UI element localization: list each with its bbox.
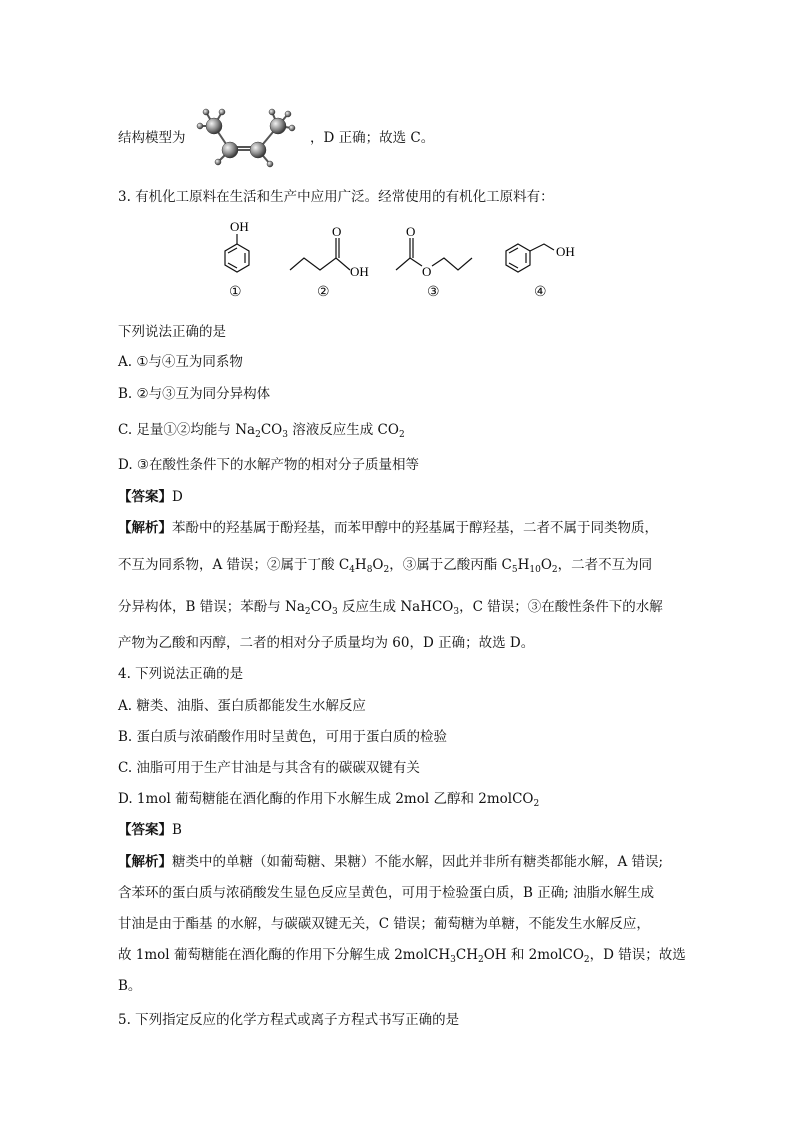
q4-answer-value: B (172, 822, 182, 838)
q4-analysis-line-2: 含苯环的蛋白质与浓硝酸发生显色反应呈黄色，可用于检验蛋白质，B 正确; 油脂水解生成 (118, 885, 655, 901)
structure-1-oh-label: OH (230, 219, 249, 234)
structure-2-number: ② (317, 284, 330, 300)
q3-stem: 3. 有机化工原料在生活和生产中应用广泛。经常使用的有机化工原料有： (118, 189, 554, 205)
q3-answer (118, 487, 183, 507)
q3-option-a: A. ①与④互为同系物 (118, 354, 243, 370)
top-line (118, 128, 186, 148)
q3-answer-value: D (172, 489, 183, 505)
q4-answer-tag: 【答案】 (118, 822, 172, 838)
q3-prompt: 下列说法正确的是 (118, 324, 226, 340)
structure-4-number: ④ (534, 284, 547, 300)
structure-2-oh-label: OH (350, 264, 369, 279)
q3-analysis-line-3: 分异构体，B 错误；苯酚与 $Na_2CO_3$ 反应生成 NaHCO$_3$，C 错误；③在酸性条件下的水解 (118, 599, 663, 617)
structure-3-ester-o-label: O (422, 264, 432, 279)
q3-analysis-line-2: 不互为同系物，A 错误；②属于丁酸 $C_4H_8O_2$，③属于乙酸丙酯 $C_5H_{10}O_2$，二者不互为同 (118, 557, 653, 575)
structure-2-o-label: O (332, 224, 342, 239)
q4-stem: 4. 下列说法正确的是 (118, 666, 244, 682)
structure-4-oh-label: OH (556, 244, 575, 259)
top-prefix: 结构模型为 (118, 130, 186, 146)
structure-1-phenol (216, 218, 260, 280)
q4-option-c: C. 油脂可用于生产甘油是与其含有的碳碳双键有关 (118, 760, 420, 776)
structure-1-number: ① (229, 284, 242, 300)
q4-option-b: B. 蛋白质与浓硝酸作用时呈黄色，可用于蛋白质的检验 (118, 729, 448, 745)
structure-3-carbonyl-o-label: O (406, 224, 416, 239)
q4-analysis-line-4: 故 1mol 葡萄糖能在酒化酶的作用下分解生成 $2molCH_3CH_2OH$ 和 2molCO$_2$，D 错误；故选 (118, 947, 686, 965)
q5-stem: 5. 下列指定反应的化学方程式或离子方程式书写正确的是 (118, 1012, 460, 1028)
structure-2-butanoic-acid (286, 224, 382, 280)
q3-option-b: B. ②与③互为同分异构体 (118, 386, 271, 402)
top-suffix: ，D 正确；故选 C。 (310, 130, 435, 146)
q4-option-a: A. 糖类、油脂、蛋白质都能发生水解反应 (118, 698, 366, 714)
structure-3-propyl-acetate (392, 224, 488, 280)
q4-option-d: D. 1mol 葡萄糖能在酒化酶的作用下水解生成 2mol 乙醇和 2molCO$_2$ (118, 791, 540, 809)
structure-3-number: ③ (427, 284, 440, 300)
q4-analysis-line-5: B。 (118, 978, 142, 994)
q3-answer-tag: 【答案】 (118, 489, 172, 505)
ball-stick-model-image (186, 104, 306, 170)
q3-analysis-line-1: 【解析】苯酚中的羟基属于酚羟基，而苯甲醇中的羟基属于醇羟基，二者不属于同类物质， (118, 520, 658, 536)
top-suffix-line (310, 128, 434, 148)
q3-option-c: C. 足量①②均能与 $Na_2CO_3$ 溶液反应生成 $CO_2$ (118, 422, 405, 440)
q3-option-d: D. ③在酸性条件下的水解产物的相对分子质量相等 (118, 457, 420, 473)
q4-analysis-tag: 【解析】 (118, 854, 172, 870)
structure-4-benzyl-alcohol (500, 240, 584, 282)
q4-answer (118, 820, 182, 840)
q4-analysis-line-1: 【解析】糖类中的单糖（如葡萄糖、果糖）不能水解，因此并非所有糖类都能水解，A 错误; (118, 854, 664, 870)
q4-analysis-line-3: 甘油是由于酯基 的水解，与碳碳双键无关，C 错误；葡萄糖为单糖，不能发生水解反应， (118, 916, 650, 932)
q3-analysis-line-4: 产物为乙酸和丙醇，二者的相对分子质量均为 60，D 正确；故选 D。 (118, 635, 535, 651)
q3-analysis-tag: 【解析】 (118, 520, 172, 536)
